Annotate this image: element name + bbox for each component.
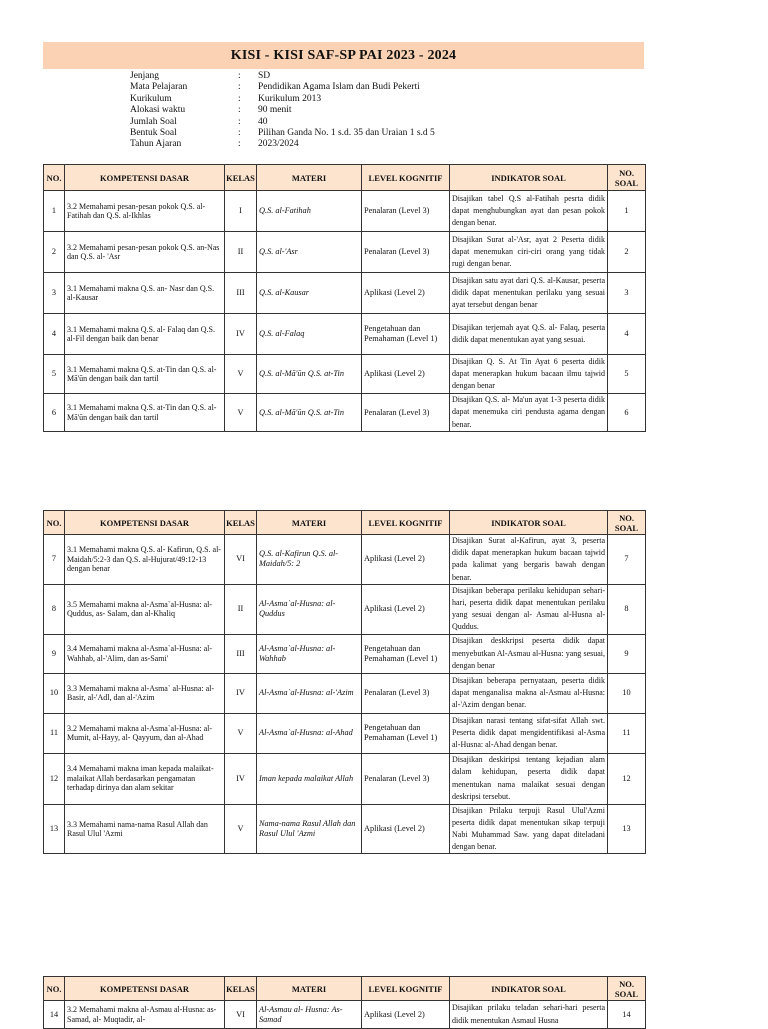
header-kelas: KELAS (225, 977, 257, 1001)
cell-kd: 3.3 Memahami nama-nama Rasul Allah dan Rasul Ulul 'Azmi (65, 804, 225, 854)
meta-info (130, 71, 435, 151)
meta-colon: : (238, 93, 241, 104)
cell-soal: 9 (608, 634, 646, 673)
cell-no: 7 (44, 535, 65, 585)
meta-label: Bentuk Soal (130, 128, 177, 139)
cell-level: Aplikasi (Level 2) (362, 355, 450, 394)
cell-no: 6 (44, 394, 65, 432)
table-body (44, 191, 646, 432)
meta-row (130, 139, 435, 150)
cell-soal: 5 (608, 355, 646, 394)
cell-soal: 2 (608, 232, 646, 273)
cell-materi: Al-Asma`al-Husna: al-Ahad (257, 713, 362, 753)
meta-colon: : (238, 105, 241, 116)
header-kd: KOMPETENSI DASAR (65, 165, 225, 191)
cell-materi: Al-Asma`al-Husna: al-Wahhab (257, 634, 362, 673)
cell-kd: 3.1 Memahami makna Q.S. at-Tin dan Q.S. al-Mā'ūn dengan baik dan tartil (65, 355, 225, 394)
header-indikator: INDIKATOR SOAL (450, 511, 608, 535)
table-row (44, 1001, 646, 1029)
meta-value: Kurikulum 2013 (258, 93, 322, 104)
cell-indikator: Disajikan deskiripsi tentang kejadian alam dalam kehidupan, peserta didik dapat menentukan nama malaikat sesuai dengan deskripsi tersebut. (450, 753, 608, 804)
cell-soal: 12 (608, 753, 646, 804)
meta-row (130, 94, 435, 105)
cell-soal: 8 (608, 584, 646, 634)
cell-soal: 11 (608, 713, 646, 753)
kisi-table (43, 976, 646, 1029)
meta-label: Jenjang (130, 71, 160, 81)
cell-materi: Q.S. al-Kausar (257, 273, 362, 314)
cell-kelas: V (225, 804, 257, 854)
cell-kelas: IV (225, 753, 257, 804)
cell-no: 4 (44, 314, 65, 355)
header-soal: NO. SOAL (608, 165, 646, 191)
cell-materi: Al-Asma`al-Husna: al-'Azim (257, 673, 362, 713)
header-kelas: KELAS (225, 511, 257, 535)
table-row (44, 232, 646, 273)
table-row (44, 673, 646, 713)
cell-no: 11 (44, 713, 65, 753)
header-materi: MATERI (257, 165, 362, 191)
table-row (44, 355, 646, 394)
cell-kelas: IV (225, 314, 257, 355)
cell-materi: Q.S. al-'Asr (257, 232, 362, 273)
table-row (44, 273, 646, 314)
document-title: KISI - KISI SAF-SP PAI 2023 - 2024 (43, 42, 644, 69)
cell-level: Aplikasi (Level 2) (362, 804, 450, 854)
cell-no: 10 (44, 673, 65, 713)
meta-label: Tahun Ajaran (130, 139, 182, 150)
cell-soal: 3 (608, 273, 646, 314)
cell-materi: Q.S. al-Fatihah (257, 191, 362, 232)
meta-value: Pilihan Ganda No. 1 s.d. 35 dan Uraian 1 s.d 5 (258, 128, 435, 139)
table-body (44, 1001, 646, 1029)
cell-no: 1 (44, 191, 65, 232)
meta-label: Mata Pelajaran (130, 82, 188, 93)
meta-colon: : (238, 128, 241, 139)
table-row (44, 713, 646, 753)
cell-materi: Iman kepada malaikat Allah (257, 753, 362, 804)
cell-kd: 3.2 Memahami makna al-Asma`al-Husna: al-Mumit, al-Hayy, al- Qayyum, dan al-Ahad (65, 713, 225, 753)
cell-level: Penalaran (Level 3) (362, 394, 450, 432)
meta-value: Pendidikan Agama Islam dan Budi Pekerti (258, 82, 420, 93)
cell-no: 14 (44, 1001, 65, 1029)
cell-kd: 3.5 Memahami makna al-Asma`al-Husna: al-Quddus, as- Salam, dan al-Khaliq (65, 584, 225, 634)
cell-materi: Al-Asma`al-Husna: al-Quddus (257, 584, 362, 634)
meta-value: 40 (258, 116, 268, 127)
cell-level: Aplikasi (Level 2) (362, 535, 450, 585)
cell-soal: 4 (608, 314, 646, 355)
cell-indikator: Disajikan Surat al-'Asr, ayat 2 Peserta didik dapat menemukan ciri-ciri orang yang tidak rugi dengan benar. (450, 232, 608, 273)
header-level: LEVEL KOGNITIF (362, 977, 450, 1001)
meta-label: Kurikulum (130, 93, 172, 104)
cell-kd: 3.1 Memahami makna Q.S. al- Kafirun, Q.S. al-Maidah/5:2-3 dan Q.S. al-Hujurat/49:12-13 dengan benar (65, 535, 225, 585)
cell-kd: 3.4 Memahami makna al-Asma`al-Husna: al-Wahhab, al-'Alim, dan as-Sami' (65, 634, 225, 673)
meta-row (130, 117, 435, 128)
cell-level: Aplikasi (Level 2) (362, 584, 450, 634)
cell-materi: Q.S. al-Mā'ūn Q.S. at-Tin (257, 394, 362, 432)
table-header (44, 511, 646, 535)
kisi-table (43, 164, 646, 432)
cell-kelas: V (225, 394, 257, 432)
header-indikator: INDIKATOR SOAL (450, 165, 608, 191)
kisi-table (43, 510, 646, 854)
cell-level: Aplikasi (Level 2) (362, 273, 450, 314)
cell-materi: Q.S. al-Kafirun Q.S. al-Maidah/5: 2 (257, 535, 362, 585)
cell-indikator: Disajikan terjemah ayat Q.S. al- Falaq, peserta didik dapat menentukan ayat yang sesuai. (450, 314, 608, 355)
cell-no: 3 (44, 273, 65, 314)
cell-kelas: V (225, 355, 257, 394)
meta-label: Jumlah Soal (130, 116, 177, 127)
cell-indikator: Disajikan Q.S. al- Ma'un ayat 1-3 peserta didik dapat menemuka ciri pendusta agama dengan benar. (450, 394, 608, 432)
cell-level: Pengetahuan dan Pemahaman (Level 1) (362, 314, 450, 355)
cell-level: Penalaran (Level 3) (362, 191, 450, 232)
cell-soal: 6 (608, 394, 646, 432)
header-level: LEVEL KOGNITIF (362, 511, 450, 535)
cell-kd: 3.2 Memahami pesan-pesan pokok Q.S. al-Fatihah dan Q.S. al-Ikhlas (65, 191, 225, 232)
header-soal: NO. SOAL (608, 977, 646, 1001)
cell-level: Penalaran (Level 3) (362, 673, 450, 713)
header-kd: KOMPETENSI DASAR (65, 511, 225, 535)
table-row (44, 753, 646, 804)
meta-colon: : (238, 82, 241, 93)
header-indikator: INDIKATOR SOAL (450, 977, 608, 1001)
cell-kelas: II (225, 232, 257, 273)
header-no: NO. (44, 165, 65, 191)
header-materi: MATERI (257, 511, 362, 535)
cell-no: 9 (44, 634, 65, 673)
cell-level: Penalaran (Level 3) (362, 232, 450, 273)
header-no: NO. (44, 511, 65, 535)
header-kelas: KELAS (225, 165, 257, 191)
cell-soal: 14 (608, 1001, 646, 1029)
meta-row (130, 105, 435, 116)
cell-level: Pengetahuan dan Pemahaman (Level 1) (362, 713, 450, 753)
table-row (44, 634, 646, 673)
meta-colon: : (238, 116, 241, 127)
meta-row (130, 71, 435, 82)
table-header (44, 977, 646, 1001)
meta-row (130, 128, 435, 139)
cell-no: 8 (44, 584, 65, 634)
cell-indikator: Disajikan beberapa perilaku kehidupan sehari-hari, peserta didik dapat menentukan perilaku yang sesuai dengan al- Asmau al-Husna al-Quddus. (450, 584, 608, 634)
table-row (44, 804, 646, 854)
cell-indikator: Disajikan Prilaku terpuji Rasul Ulul'Azmi peserta didik dapat menentukan sikap terpuji Nabi Muhammad Saw. yang dapat diteladani dengan benar. (450, 804, 608, 854)
meta-colon: : (238, 71, 241, 81)
table-row (44, 535, 646, 585)
cell-no: 13 (44, 804, 65, 854)
cell-kd: 3.3 Memahami makna al-Asma` al-Husna: al-Basir, al-'Adl, dan al-'Azim (65, 673, 225, 713)
cell-indikator: Disajikan Q. S. At Tin Ayat 6 peserta didik dapat menerapkan hukum bacaan ilmu tajwid dengan benar (450, 355, 608, 394)
cell-no: 2 (44, 232, 65, 273)
cell-indikator: Disajikan tabel Q.S al-Fatihah pesrta didik dapat menghubungkan ayat dan pesan pokok dengan benar. (450, 191, 608, 232)
header-row (44, 977, 646, 1001)
cell-kelas: V (225, 713, 257, 753)
table-row (44, 314, 646, 355)
cell-kd: 3.4 Memahami makna iman kepada malaikat-malaikat Allah berdasarkan pengamatan terhadap dirinya dan alam sekitar (65, 753, 225, 804)
header-kd: KOMPETENSI DASAR (65, 977, 225, 1001)
cell-materi: Al-Asmau al- Husna: As-Samad (257, 1001, 362, 1029)
header-materi: MATERI (257, 977, 362, 1001)
cell-soal: 7 (608, 535, 646, 585)
table-header (44, 165, 646, 191)
cell-kelas: I (225, 191, 257, 232)
meta-label: Alokasi waktu (130, 105, 186, 116)
cell-kelas: III (225, 634, 257, 673)
cell-no: 12 (44, 753, 65, 804)
cell-no: 5 (44, 355, 65, 394)
cell-indikator: Disajikan satu ayat dari Q.S. al-Kausar, peserta didik dapat menentukan perilaku yang sesuai ayat tersebut dengan benar (450, 273, 608, 314)
cell-level: Pengetahuan dan Pemahaman (Level 1) (362, 634, 450, 673)
cell-soal: 13 (608, 804, 646, 854)
meta-value: 2023/2024 (258, 139, 299, 150)
cell-kd: 3.2 Memahami makna al-Asmau al-Husna: as-Samad, al- Muqtadir, al- (65, 1001, 225, 1029)
cell-kelas: II (225, 584, 257, 634)
cell-kelas: IV (225, 673, 257, 713)
meta-colon: : (238, 139, 241, 150)
cell-kelas: VI (225, 1001, 257, 1029)
cell-kd: 3.1 Memahami makna Q.S. an- Nasr dan Q.S. al-Kausar (65, 273, 225, 314)
meta-value: SD (258, 71, 271, 81)
cell-kelas: III (225, 273, 257, 314)
cell-kelas: VI (225, 535, 257, 585)
cell-indikator: Disajikan prilaku teladan sehari-hari peserta didik menentukan Asmaul Husna (450, 1001, 608, 1029)
header-soal: NO. SOAL (608, 511, 646, 535)
cell-soal: 1 (608, 191, 646, 232)
cell-level: Aplikasi (Level 2) (362, 1001, 450, 1029)
cell-kd: 3.1 Memahami makna Q.S. al- Falaq dan Q.S. al-Fil dengan baik dan benar (65, 314, 225, 355)
table-row (44, 394, 646, 432)
table-row (44, 584, 646, 634)
cell-materi: Q.S. al-Falaq (257, 314, 362, 355)
cell-materi: Q.S. al-Mā'ūn Q.S. at-Tin (257, 355, 362, 394)
header-row (44, 165, 646, 191)
cell-level: Penalaran (Level 3) (362, 753, 450, 804)
table-body (44, 535, 646, 854)
cell-soal: 10 (608, 673, 646, 713)
cell-indikator: Disajikan beberapa pernyataan, peserta didik dapat menganalisa makna al-Asmau al-Husna: al-'Azim dengan benar. (450, 673, 608, 713)
cell-indikator: Disajikan deskkripsi peserta didik dapat menyebutkan Al-Asmau al-Husna: yang sesuai, dengan benar (450, 634, 608, 673)
meta-value: 90 menit (258, 105, 292, 116)
table-row (44, 191, 646, 232)
header-level: LEVEL KOGNITIF (362, 165, 450, 191)
cell-kd: 3.2 Memahami pesan-pesan pokok Q.S. an-Nas dan Q.S. al- 'Asr (65, 232, 225, 273)
cell-indikator: Disajikan Surat al-Kafirun, ayat 3, peserta didik dapat menerapkan hukum bacaan tajwid pada kalimat yang bergaris bawah dengan benar. (450, 535, 608, 585)
header-row (44, 511, 646, 535)
header-no: NO. (44, 977, 65, 1001)
meta-row (130, 82, 435, 93)
cell-indikator: Disajikan narasi tentang sifat-sifat Allah swt. Peserta didik dapat mengidentifikasi al-Asma al-Husna: al-Ahad dengan benar. (450, 713, 608, 753)
cell-kd: 3.1 Memahami makna Q.S. at-Tin dan Q.S. al-Mā'ūn dengan baik dan tartil (65, 394, 225, 432)
cell-materi: Nama-nama Rasul Allah dan Rasul Ulul 'Azmi (257, 804, 362, 854)
